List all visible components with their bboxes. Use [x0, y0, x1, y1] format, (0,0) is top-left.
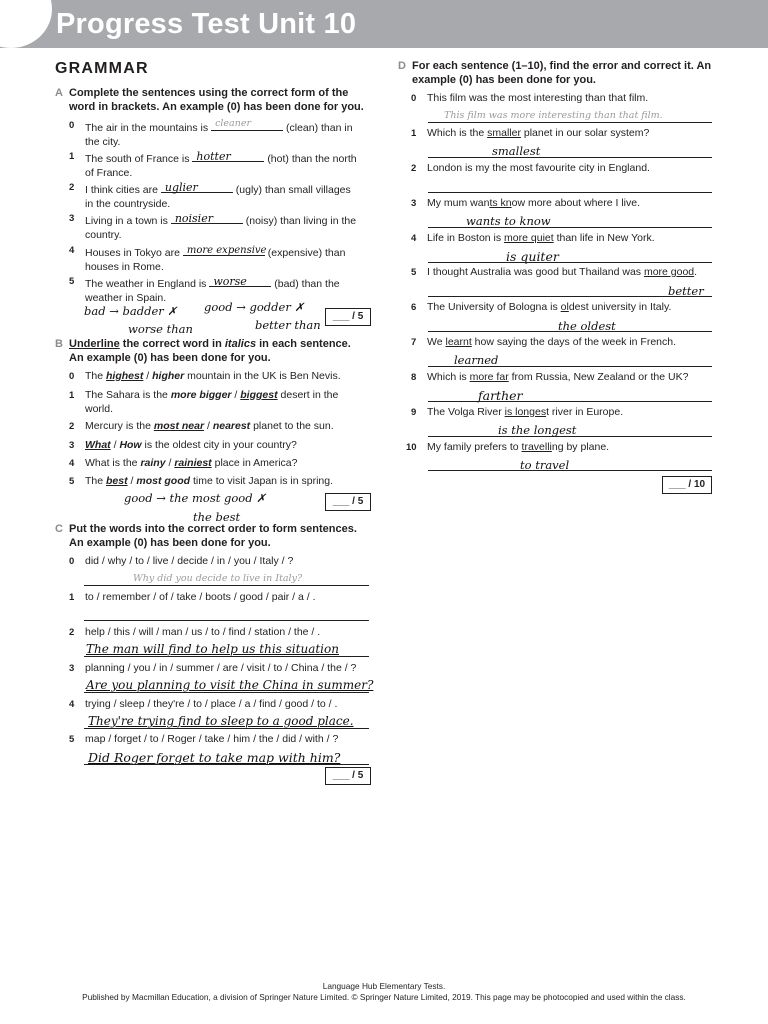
- section-b-item: 1 The Sahara is the more bigger / biggest desert in the world.: [69, 389, 339, 415]
- section-d-item: 0 This film was the most interesting than that film.: [411, 92, 649, 104]
- handwritten-answer: better: [668, 284, 704, 298]
- handwritten-answer: farther: [478, 388, 523, 403]
- handwritten-answer: smallest: [492, 144, 541, 158]
- section-d-item: 3 My mum wants know more about where I live.: [411, 197, 641, 209]
- section-c-item: 3 planning / you / in / summer / are / visit / to / China / the / ?: [69, 662, 357, 674]
- handwritten-answer: wants to know: [466, 214, 551, 228]
- handwritten-note: good → godder ✗: [204, 300, 305, 314]
- handwritten-note: good → the most good ✗: [124, 491, 266, 505]
- footer-line-1: Language Hub Elementary Tests.: [322, 981, 446, 991]
- section-b-item: 5 The best / most good time to visit Japan is in spring.: [69, 475, 334, 487]
- answer-line: [84, 764, 369, 765]
- section-a-item: 4 Houses in Tokyo are more expensive (expensive) than houses in Rome.: [69, 244, 346, 273]
- answer-line: [428, 122, 712, 123]
- section-c-item: 5 map / forget / to / Roger / take / him / the / did / with / ?: [69, 733, 339, 745]
- answer-line: [428, 436, 712, 437]
- handwritten-answer: The man will find to help us this situation: [86, 642, 339, 656]
- section-c-item: 4 trying / sleep / they're / to / place / a / find / good / to / .: [69, 698, 338, 710]
- section-heading: GRAMMAR: [55, 60, 149, 77]
- handwritten-note: the best: [193, 510, 241, 524]
- answer-line: [428, 192, 712, 193]
- section-b-item: 4 What is the rainy / rainiest place in America?: [69, 457, 298, 469]
- handwritten-answer: is the longest: [498, 423, 577, 437]
- title-banner: [0, 0, 768, 48]
- banner-curve: [0, 0, 52, 48]
- handwritten-answer: to travel: [520, 458, 570, 472]
- example-answer: Why did you decide to live in Italy?: [133, 573, 303, 584]
- score-box-a: ___ / 5: [325, 308, 371, 326]
- handwritten-note: better than: [255, 318, 321, 332]
- score-box-b: ___ / 5: [325, 493, 371, 511]
- answer-line: [428, 366, 712, 367]
- score-box-d: ___ / 10: [662, 476, 712, 494]
- handwritten-answer: is quiter: [506, 249, 559, 264]
- handwritten-answer: They're trying find to sleep to a good place.: [88, 714, 354, 728]
- section-d-item: 10 My family prefers to travelling by plane.: [406, 441, 610, 453]
- section-d-item: 2 London is my the most favourite city in England.: [411, 162, 650, 174]
- section-d-item: 1 Which is the smaller planet in our solar system?: [411, 127, 650, 139]
- section-d-item: 5 I thought Australia was good but Thailand was more good.: [411, 266, 698, 278]
- section-a-item: 0 The air in the mountains is cleaner (clean) than in the city.: [69, 117, 353, 148]
- answer-line: [428, 262, 712, 263]
- section-d-item: 4 Life in Boston is more quiet than life in New York.: [411, 232, 655, 244]
- section-c-item: 0 did / why / to / live / decide / in / you / Italy / ?: [69, 555, 294, 567]
- handwritten-note: worse than: [128, 322, 193, 336]
- section-b-instruction: B Underline the correct word in italics in each sentence. An example (0) has been done for you.: [55, 338, 351, 364]
- example-answer: This film was more interesting than that film.: [444, 110, 663, 121]
- answer-line: [428, 331, 712, 332]
- section-a-item: 2 I think cities are uglier (ugly) than small villages in the countryside.: [69, 180, 351, 210]
- handwritten-answer: learned: [454, 353, 499, 367]
- page-title: Progress Test Unit 10: [56, 8, 357, 40]
- section-d-item: 7 We learnt how saying the days of the week in French.: [411, 336, 677, 348]
- section-c-item: 1 to / remember / of / take / boots / good / pair / a / .: [69, 591, 316, 603]
- score-box-c: ___ / 5: [325, 767, 371, 785]
- section-a-item: 3 Living in a town is noisier (noisy) than living in the country.: [69, 211, 357, 241]
- handwritten-answer: the oldest: [558, 319, 616, 333]
- section-d-item: 8 Which is more far from Russia, New Zealand or the UK?: [411, 371, 689, 383]
- section-c-instruction: C Put the words into the correct order to form sentences. An example (0) has been done for you.: [55, 523, 357, 549]
- section-c-item: 2 help / this / will / man / us / to / find / station / the / .: [69, 626, 321, 638]
- section-b-item: 0 The highest / higher mountain in the UK is Ben Nevis.: [69, 370, 341, 382]
- section-d-item: 9 The Volga River is longest river in Europe.: [411, 406, 624, 418]
- answer-line: [84, 692, 369, 693]
- section-b-item: 2 Mercury is the most near / nearest planet to the sun.: [69, 420, 334, 432]
- answer-line: [428, 401, 712, 402]
- footer-line-2: Published by Macmillan Education, a division of Springer Nature Limited. © Springer Nature Limited, 2019. This page may be photocopied and used within the class.: [82, 992, 686, 1002]
- answer-line: [84, 620, 369, 621]
- answer-line: [428, 157, 712, 158]
- section-a-item: 5 The weather in England is worse (bad) than the weather in Spain.: [69, 274, 340, 304]
- answer-line: [428, 470, 712, 471]
- answer-line: [428, 227, 712, 228]
- answer-line: [84, 585, 369, 586]
- answer-line: [84, 656, 369, 657]
- handwritten-answer: Are you planning to visit the China in summer?: [86, 678, 374, 692]
- answer-line: [428, 296, 712, 297]
- section-d-item: 6 The University of Bologna is oldest university in Italy.: [411, 301, 672, 313]
- handwritten-note: bad → badder ✗: [84, 304, 178, 318]
- answer-line: [84, 728, 369, 729]
- section-a-item: 1 The south of France is hotter (hot) than the north of France.: [69, 149, 357, 179]
- section-a-instruction: A Complete the sentences using the correct form of the word in brackets. An example (0) has been done for you.: [55, 87, 364, 113]
- section-b-item: 3 What / How is the oldest city in your country?: [69, 439, 297, 451]
- section-d-instruction: D For each sentence (1–10), find the error and correct it. An example (0) has been done for you.: [398, 60, 712, 86]
- handwritten-answer: Did Roger forget to take map with him?: [88, 750, 341, 765]
